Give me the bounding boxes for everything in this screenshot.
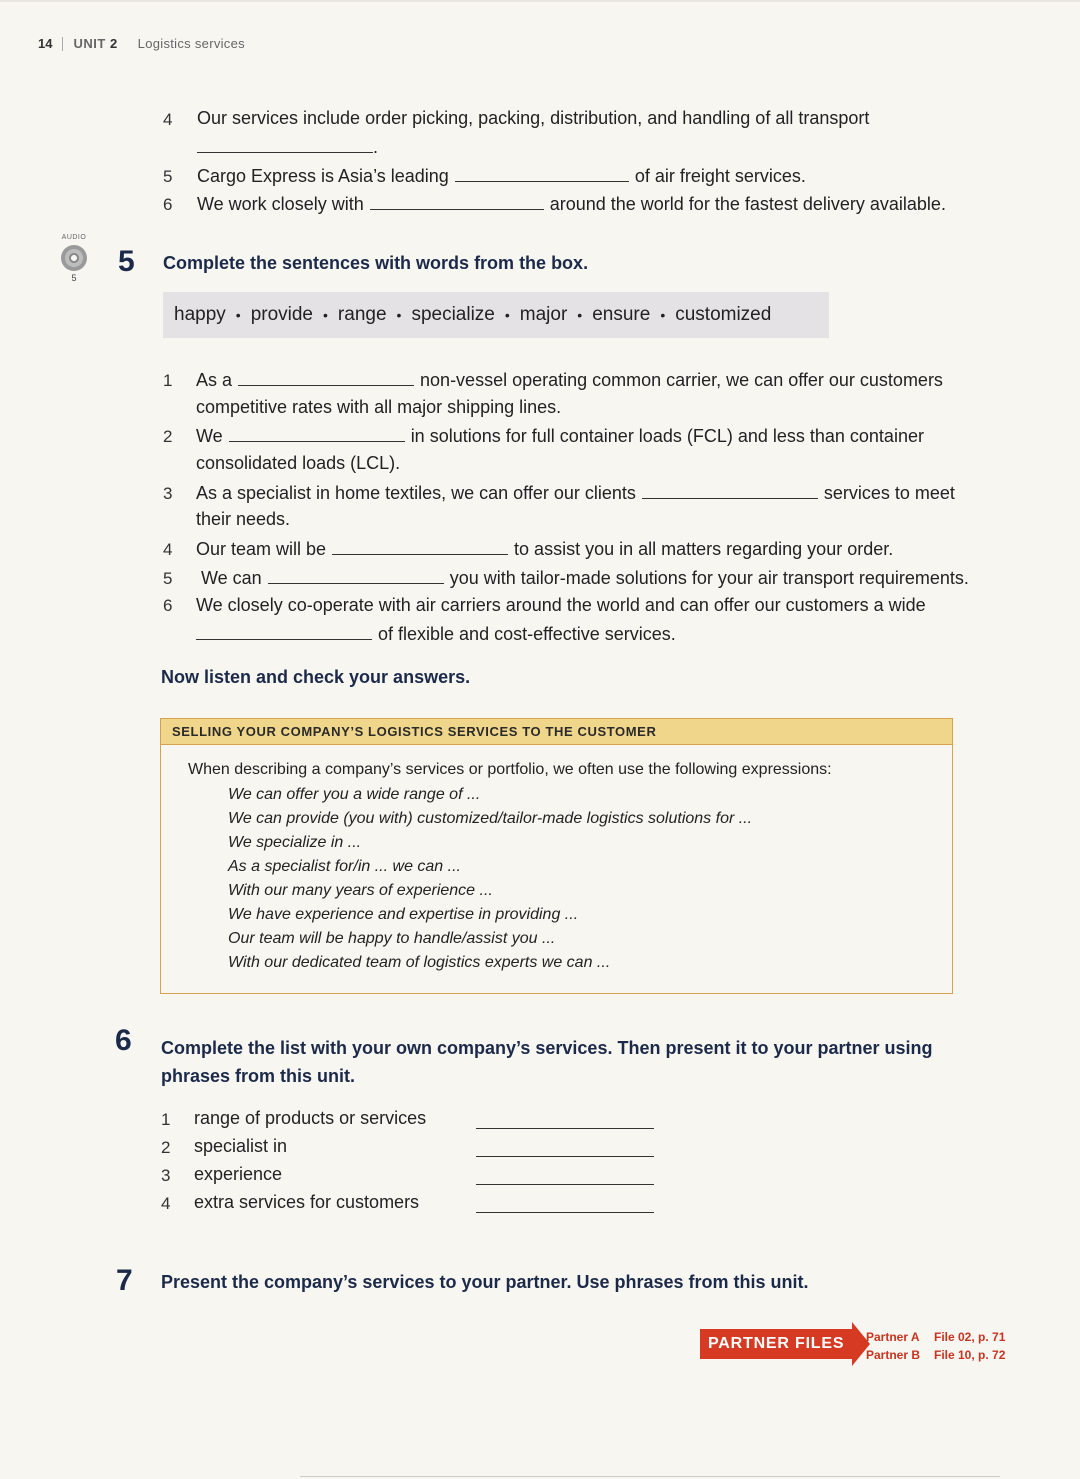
exercise-instruction-continuation: phrases from this unit.: [161, 1066, 356, 1086]
unit-title: Logistics services: [137, 36, 245, 51]
audio-track-number: 5: [71, 273, 77, 283]
answer-blank[interactable]: [476, 1184, 654, 1185]
page-number: 14: [38, 36, 53, 51]
audio-label: AUDIO: [61, 234, 87, 241]
prev-item-text-before: Cargo Express is Asia’s leading: [197, 166, 449, 186]
answer-blank[interactable]: [476, 1128, 654, 1129]
bullet-separator: •: [577, 307, 583, 323]
sentence-text-after: you with tailor-made solutions for your air transport requirements.: [449, 568, 969, 588]
partner-file-references: [866, 1328, 1005, 1364]
sentence-text-before: As a specialist in home textiles, we can offer our clients: [196, 483, 636, 503]
unit-word: UNIT: [73, 36, 106, 51]
list-item-number: 4: [161, 1194, 171, 1213]
prev-item-text: [197, 108, 869, 129]
partner-a-file[interactable]: File 02, p. 71: [934, 1330, 1006, 1344]
unit-number: 2: [109, 36, 118, 51]
item-number: 3: [163, 484, 173, 503]
panel-intro: When describing a company’s services or portfolio, we often use the following expressions:: [188, 761, 832, 778]
bullet-separator: •: [235, 307, 241, 323]
sentence-text-before: As a: [196, 370, 233, 390]
answer-blank[interactable]: [332, 538, 508, 555]
prev-item-text-after: around the world for the fastest delivery available.: [549, 194, 946, 214]
partner-b-label: Partner B: [866, 1348, 921, 1362]
item-number: 2: [163, 427, 173, 446]
unit-label: [73, 36, 117, 51]
sentence-text-after: in solutions for full container loads (FCL) and less than container: [410, 426, 924, 446]
prev-item-continuation: [197, 136, 378, 158]
item-number: 1: [163, 371, 173, 390]
word-box-word: happy: [174, 304, 226, 325]
partner-b-reference: [866, 1346, 1005, 1364]
expression: We specialize in ...: [228, 834, 362, 851]
sentence-line: We closely co-operate with air carriers around the world and can offer our customers a wide: [196, 595, 926, 615]
item-number: 5: [163, 569, 173, 588]
sentence-text-after: of flexible and cost-effective services.: [378, 624, 676, 644]
sentence-text-after: non-vessel operating common carrier, we can offer our customers: [420, 370, 943, 390]
word-box-word: customized: [675, 304, 772, 325]
panel-heading: SELLING YOUR COMPANY’S LOGISTICS SERVICES TO THE CUSTOMER: [161, 719, 952, 745]
cd-icon: [61, 245, 87, 271]
exercise-instruction: Present the company’s services to your partner. Use phrases from this unit.: [161, 1272, 809, 1292]
sentence-line: [196, 538, 893, 560]
audio-track-marker[interactable]: [58, 234, 90, 283]
sentence-continuation: consolidated loads (LCL).: [196, 453, 401, 473]
answer-blank[interactable]: [455, 165, 629, 182]
expression: As a specialist for/in ... we can ...: [228, 858, 461, 875]
expression: With our many years of experience ...: [228, 882, 493, 899]
list-item-label: extra services for customers: [194, 1192, 420, 1212]
expression: We can provide (you with) customized/tailor-made logistics solutions for ...: [228, 810, 753, 827]
sentence-text-after: to assist you in all matters regarding your order.: [514, 539, 894, 559]
item-number: 4: [163, 540, 173, 559]
word-box-word: provide: [250, 304, 314, 325]
sentence-line: [196, 482, 955, 504]
sentence-text-before: Our team will be: [196, 539, 327, 559]
answer-blank[interactable]: [268, 567, 444, 584]
prev-item-text-after: of air freight services.: [634, 166, 806, 186]
prev-item-number: 5: [163, 167, 173, 186]
list-item-label: specialist in: [194, 1136, 288, 1156]
sentence-continuation: [196, 623, 676, 645]
word-box: [163, 292, 829, 338]
expression: Our team will be happy to handle/assist you ...: [228, 930, 556, 947]
sentence-line: [196, 369, 943, 391]
list-item-number: 1: [161, 1110, 171, 1129]
exercise-number: 6: [115, 1024, 132, 1057]
top-rule: [0, 0, 1080, 2]
bottom-rule: [300, 1476, 1000, 1477]
partner-b-file[interactable]: File 10, p. 72: [934, 1348, 1006, 1362]
exercise-number: 7: [116, 1264, 133, 1297]
running-header: [38, 36, 245, 51]
answer-blank[interactable]: [229, 425, 405, 442]
prev-item-text-before: We work closely with: [197, 194, 364, 214]
expression: We have experience and expertise in providing ...: [228, 906, 579, 923]
prev-item-text-before: Our services include order picking, packing, distribution, and handling of all transport: [197, 108, 870, 128]
sentence-text-before: We can: [201, 568, 262, 588]
partner-a-label: Partner A: [866, 1330, 920, 1344]
expression: We can offer you a wide range of ...: [228, 786, 481, 803]
partner-a-reference: [866, 1328, 1005, 1346]
answer-blank[interactable]: [476, 1156, 654, 1157]
exercise-instruction: Complete the sentences with words from the box.: [163, 253, 589, 273]
word-box-word: ensure: [592, 304, 651, 325]
sentence-line: [201, 567, 969, 589]
list-item-label: experience: [194, 1164, 283, 1184]
answer-blank[interactable]: [238, 369, 414, 386]
partner-files-label: PARTNER FILES: [700, 1329, 852, 1359]
answer-blank[interactable]: [196, 623, 372, 640]
item-number: 6: [163, 596, 173, 615]
list-item-number: 3: [161, 1166, 171, 1185]
exercise-number: 5: [118, 245, 135, 278]
sentence-continuation: their needs.: [196, 509, 291, 529]
word-box-word: major: [519, 304, 568, 325]
answer-blank[interactable]: [197, 136, 373, 153]
answer-blank[interactable]: [370, 193, 544, 210]
prev-item-text-after: .: [373, 137, 379, 157]
prev-item-text: [197, 165, 806, 187]
bullet-separator: •: [396, 307, 402, 323]
header-divider: [62, 37, 63, 51]
partner-files-button[interactable]: [700, 1322, 870, 1366]
prev-item-number: 6: [163, 195, 173, 214]
answer-blank[interactable]: [642, 482, 818, 499]
list-item-number: 2: [161, 1138, 171, 1157]
list-item-label: range of products or services: [194, 1108, 427, 1128]
word-box-word: range: [337, 304, 387, 325]
exercise-instruction: Complete the list with your own company’s services. Then present it to your partner using: [161, 1038, 933, 1058]
sentence-line: [196, 425, 924, 447]
prev-item-text: [197, 193, 946, 215]
answer-blank[interactable]: [476, 1212, 654, 1213]
bullet-separator: •: [323, 307, 328, 323]
sentence-text-after: services to meet: [823, 483, 955, 503]
expression: With our dedicated team of logistics experts we can ...: [228, 954, 611, 971]
bullet-separator: •: [504, 307, 510, 323]
expressions-panel: [160, 718, 953, 994]
word-box-word: specialize: [411, 304, 495, 325]
bullet-separator: •: [660, 307, 666, 323]
prev-item-number: 4: [163, 110, 173, 129]
sentence-continuation: competitive rates with all major shipping lines.: [196, 397, 562, 417]
sentence-text-before: We: [196, 426, 223, 446]
listen-instruction: Now listen and check your answers.: [161, 667, 471, 687]
